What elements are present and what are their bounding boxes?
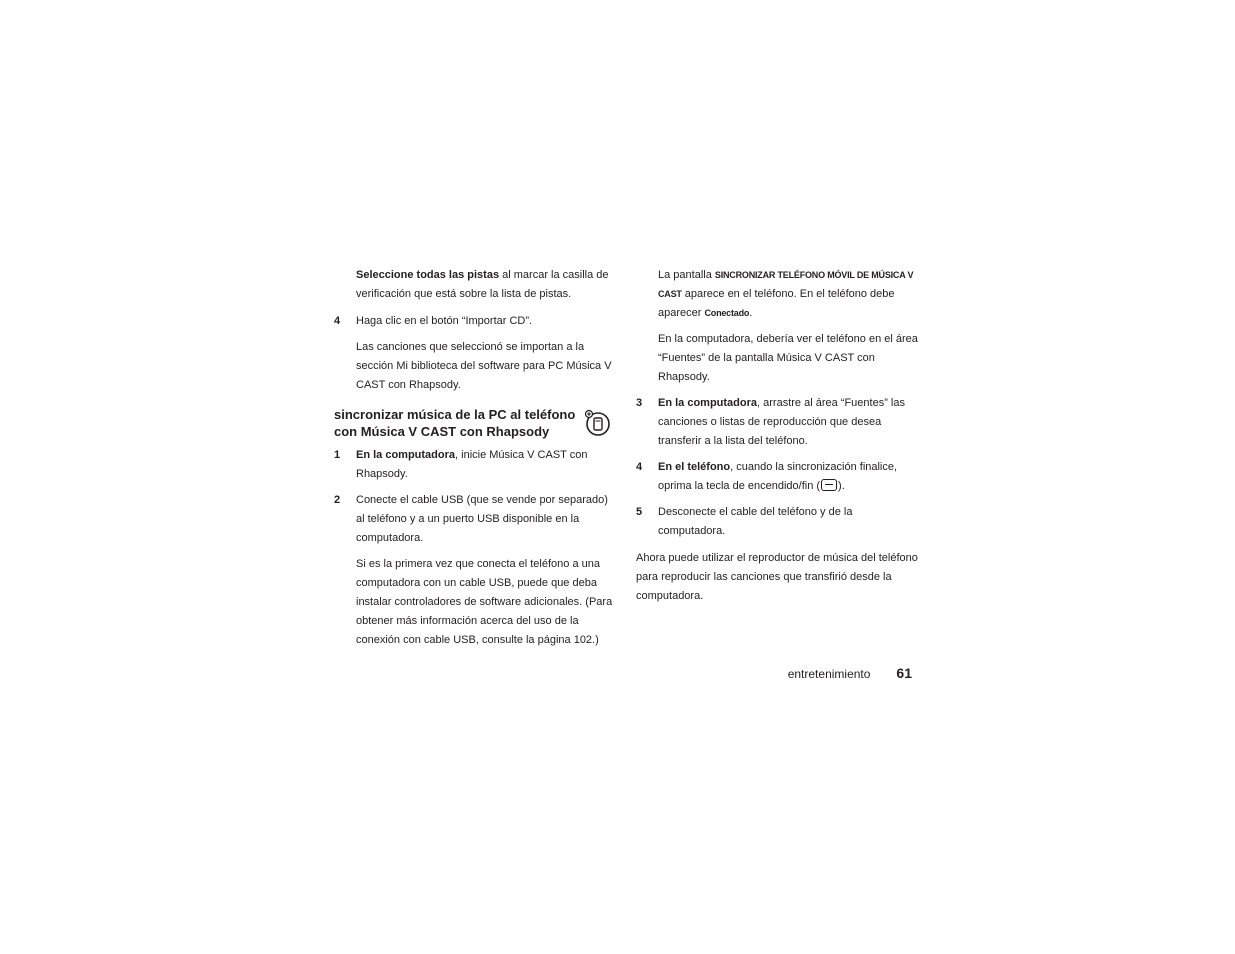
section-label: entretenimiento [787, 667, 871, 681]
page-footer [700, 665, 912, 683]
network-feature-icon [584, 409, 612, 437]
usb-note-paragraph: Si es la primera vez que conecta el teléfono a una computadora con un cable USB, puede que deba instalar controladores de software adicionales. (Para obtener más información acerca del uso de la conexión con cable USB, consulte la página 102.) [356, 558, 613, 646]
step-2: 2 Conecte el cable USB (que se vende por separado) al teléfono y a un puerto USB disponible en la computadora. [334, 494, 608, 544]
section-heading: sincronizar música de la PC al teléfono con Música V CAST con Rhapsody [334, 407, 576, 439]
power-end-key-icon [821, 479, 837, 491]
step-5: 5 Desconecte el cable del teléfono y de la computadora. [636, 506, 853, 537]
intro-paragraph: Seleccione todas las pistas al marcar la casilla de verificación que está sobre la lista de pistas. [356, 269, 609, 300]
import-result-paragraph: Las canciones que seleccionó se importan a la sección Mi biblioteca del software para PC Música V CAST con Rhapsody. [356, 341, 612, 391]
left-column [334, 266, 614, 650]
step-1: 1 En la computadora, inicie Música V CAST con Rhapsody. [334, 449, 588, 480]
sync-screen-paragraph: La pantalla SINCRONIZAR TELÉFONO MÓVIL DE MÚSICA V CAST aparece en el teléfono. En el teléfono debe aparecer Conectado. [658, 269, 914, 319]
step-4-import: 4 Haga clic en el botón “Importar CD”. [334, 315, 533, 327]
closing-paragraph: Ahora puede utilizar el reproductor de música del teléfono para reproducir las canciones que transfirió desde la computadora. [636, 552, 918, 602]
step-3: 3 En la computadora, arrastre al área “Fuentes” las canciones o listas de reproducción que desea transferir a la lista del teléfono. [636, 397, 905, 447]
sources-paragraph: En la computadora, debería ver el teléfono en el área “Fuentes” de la pantalla Música V CAST con Rhapsody. [658, 333, 918, 383]
page-number: 61 [896, 665, 912, 681]
right-column [636, 266, 918, 606]
step-4-phone: 4 En el teléfono, cuando la sincronización finalice, oprima la tecla de encendido/fin ( ). [636, 461, 898, 492]
